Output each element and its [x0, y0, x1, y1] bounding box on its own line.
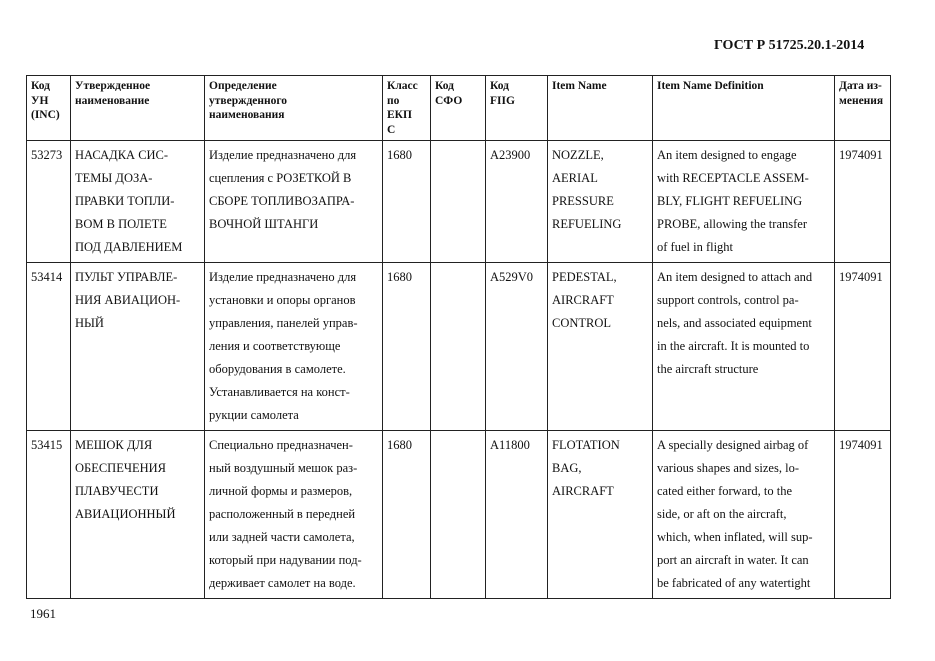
cell-sfo — [431, 431, 486, 599]
header-item-name — [548, 76, 653, 141]
cell-item-name — [548, 263, 653, 431]
cell-line: Утвержденное — [75, 80, 151, 92]
cell-line: СБОРЕ ТОПЛИВОЗАПРА- — [209, 194, 355, 208]
table-row — [27, 431, 891, 599]
cell-date: 1974091 — [835, 431, 891, 599]
cell-line: which, when inflated, will sup- — [657, 530, 813, 544]
cell-line: по — [387, 94, 400, 107]
cell-line: Item Name Definition — [657, 80, 764, 92]
cell-line: be fabricated of any watertight — [657, 576, 811, 590]
cell-line: BLY, FLIGHT REFUELING — [657, 194, 803, 208]
cell-approved-name — [71, 263, 205, 431]
page-number: 1961 — [30, 606, 56, 621]
cell-line: НИЯ АВИАЦИОН- — [75, 293, 181, 307]
cell-date: 1974091 — [835, 141, 891, 263]
cell-line: AERIAL — [552, 171, 598, 185]
cell-line: the aircraft structure — [657, 362, 759, 376]
cell-line: ный воздушный мешок раз- — [209, 461, 358, 475]
cell-line: держивает самолет на воде. — [209, 576, 356, 590]
cell-line: Специально предназначен- — [209, 438, 353, 452]
cell-line: Изделие предназначено для — [209, 148, 357, 162]
cell-line: расположенный в передней — [209, 507, 356, 521]
cell-line: CONTROL — [552, 316, 612, 330]
cell-line: или задней части самолета, — [209, 530, 355, 544]
cell-line: Определение — [209, 80, 277, 92]
cell-line: of fuel in flight — [657, 240, 734, 254]
cell-code: 53414 — [27, 263, 71, 431]
cell-approved-name — [71, 141, 205, 263]
cell-line: утвержденного — [209, 94, 288, 107]
cell-line: Item Name — [552, 80, 607, 92]
cell-line: ВОМ В ПОЛЕТЕ — [75, 217, 167, 231]
cell-line: Устанавливается на конст- — [209, 385, 350, 399]
cell-line: various shapes and sizes, lo- — [657, 461, 799, 475]
cell-line: Код — [435, 80, 455, 92]
cell-line: ПРАВКИ ТОПЛИ- — [75, 194, 175, 208]
cell-line: наименование — [75, 94, 150, 107]
cell-approved-name — [71, 431, 205, 599]
cell-line: FLOTATION — [552, 438, 620, 452]
cell-line: support controls, control pa- — [657, 293, 799, 307]
cell-line: in the aircraft. It is mounted to — [657, 339, 810, 353]
cell-line: ВОЧНОЙ ШТАНГИ — [209, 217, 319, 231]
header-change-date — [835, 76, 891, 141]
cell-line: PRESSURE — [552, 194, 614, 208]
table-row — [27, 263, 891, 431]
cell-line: port an aircraft in water. It can — [657, 553, 809, 567]
cell-line: УН — [31, 94, 49, 107]
document-standard-code: ГОСТ Р 51725.20.1-2014 — [714, 38, 865, 53]
cell-line: REFUELING — [552, 217, 622, 231]
cell-line: ПОД ДАВЛЕНИЕМ — [75, 240, 183, 254]
header-fiig-code — [486, 76, 548, 141]
cell-line: МЕШОК ДЛЯ — [75, 438, 153, 452]
cell-line: НАСАДКА СИС- — [75, 148, 169, 162]
cell-line: С — [387, 123, 396, 136]
cell-line: НЫЙ — [75, 316, 104, 330]
cell-item-definition — [653, 141, 835, 263]
header-item-name-definition — [653, 76, 835, 141]
cell-line: Код — [490, 80, 510, 92]
cell-line: личной формы и размеров, — [209, 484, 353, 498]
cell-class: 1680 — [383, 141, 431, 263]
cell-sfo — [431, 263, 486, 431]
cell-item-name — [548, 431, 653, 599]
cell-line: nels, and associated equipment — [657, 316, 812, 330]
cell-line: управления, панелей управ- — [209, 316, 358, 330]
cell-line: ТЕМЫ ДОЗА- — [75, 171, 153, 185]
cell-line: (INC) — [31, 109, 60, 121]
header-code-un — [27, 76, 71, 141]
cell-line: АВИАЦИОННЫЙ — [75, 507, 176, 521]
cell-line: side, or aft on the aircraft, — [657, 507, 787, 521]
cell-date: 1974091 — [835, 263, 891, 431]
cell-line: An item designed to engage — [657, 148, 797, 162]
cell-line: A specially designed airbag of — [657, 438, 809, 452]
table-header-row — [27, 76, 891, 141]
cell-line: Класс — [387, 80, 418, 92]
table-row — [27, 141, 891, 263]
cell-line: установки и опоры органов — [209, 293, 356, 307]
cell-line: cated either forward, to the — [657, 484, 793, 498]
cell-line: Код — [31, 80, 51, 92]
cell-line: Изделие предназначено для — [209, 270, 357, 284]
cell-line: СФО — [435, 94, 463, 107]
cell-line: наименования — [209, 109, 285, 121]
cell-class: 1680 — [383, 263, 431, 431]
cell-line: ления и соответствующе — [209, 339, 341, 353]
cell-line: PROBE, allowing the transfer — [657, 217, 807, 231]
catalog-table — [26, 75, 891, 599]
cell-class: 1680 — [383, 431, 431, 599]
cell-item-definition — [653, 263, 835, 431]
cell-line: An item designed to attach and — [657, 270, 813, 284]
cell-fiig: A529V0 — [486, 263, 548, 431]
cell-line: FIIG — [490, 94, 515, 107]
cell-line: который при надувании под- — [209, 553, 362, 567]
cell-item-name — [548, 141, 653, 263]
cell-line: NOZZLE, — [552, 148, 604, 162]
cell-line: PEDESTAL, — [552, 270, 617, 284]
header-sfo-code — [431, 76, 486, 141]
header-name-definition — [205, 76, 383, 141]
cell-fiig: A11800 — [486, 431, 548, 599]
cell-sfo — [431, 141, 486, 263]
cell-definition — [205, 141, 383, 263]
cell-definition — [205, 263, 383, 431]
cell-item-definition — [653, 431, 835, 599]
header-approved-name — [71, 76, 205, 141]
cell-line: AIRCRAFT — [552, 293, 614, 307]
cell-line: AIRCRAFT — [552, 484, 614, 498]
cell-line: ЕКП — [387, 109, 412, 121]
cell-line: сцепления с РОЗЕТКОЙ В — [209, 171, 352, 185]
cell-line: ПУЛЬТ УПРАВЛЕ- — [75, 270, 178, 284]
cell-line: Дата из- — [839, 80, 882, 92]
cell-line: ОБЕСПЕЧЕНИЯ — [75, 461, 166, 475]
cell-line: BAG, — [552, 461, 582, 475]
cell-code: 53273 — [27, 141, 71, 263]
cell-code: 53415 — [27, 431, 71, 599]
header-class — [383, 76, 431, 141]
cell-fiig: A23900 — [486, 141, 548, 263]
cell-line: рукции самолета — [209, 408, 299, 422]
cell-line: оборудования в самолете. — [209, 362, 346, 376]
cell-line: менения — [839, 94, 884, 107]
cell-line: with RECEPTACLE ASSEM- — [657, 171, 809, 185]
cell-line: ПЛАВУЧЕСТИ — [75, 484, 159, 498]
cell-definition — [205, 431, 383, 599]
